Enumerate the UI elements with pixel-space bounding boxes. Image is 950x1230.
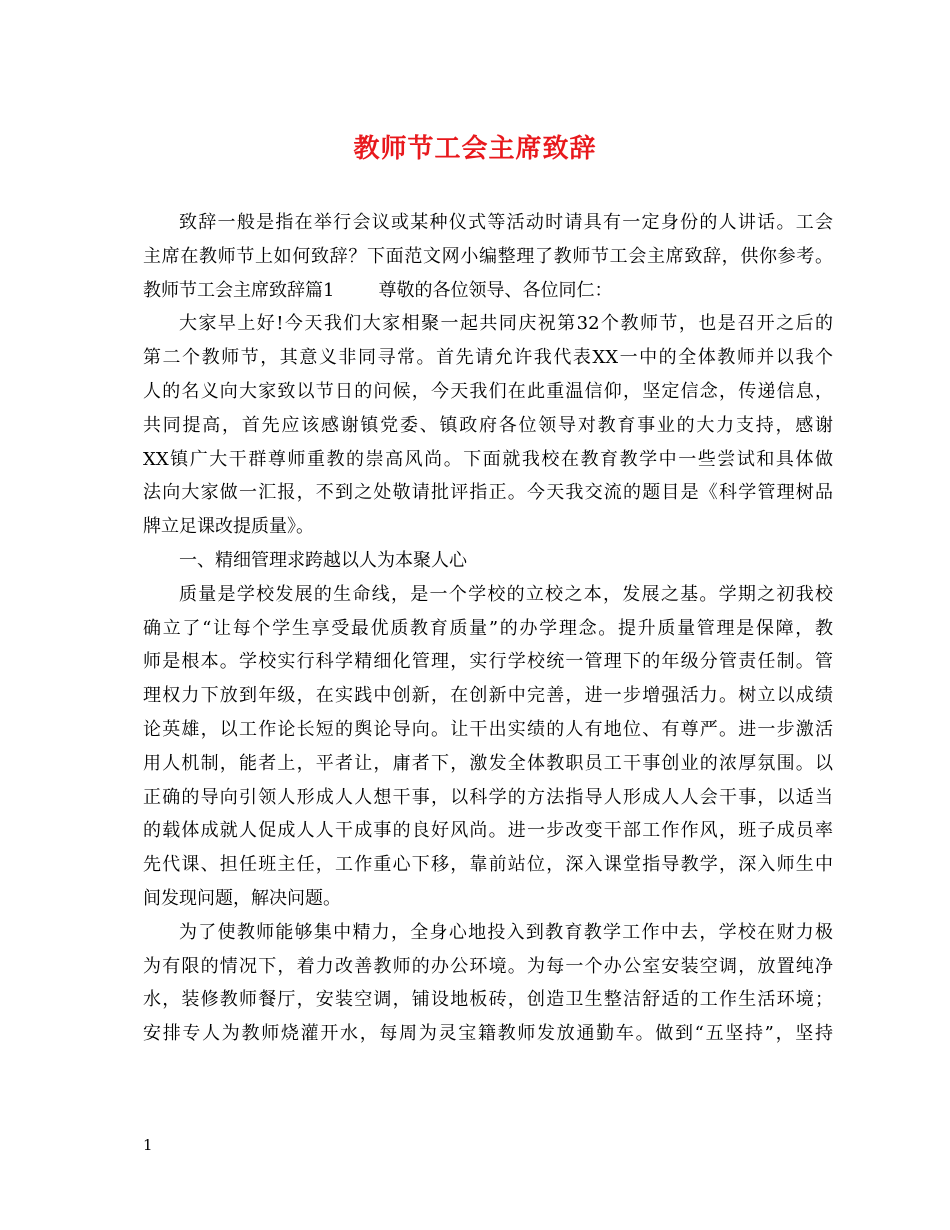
text-line: 水，装修教师餐厅，安装空调，铺设地板砖，创造卫生整洁舒适的工作生活环境； [143, 989, 833, 1011]
text-line: 的载体成就人促成人人干成事的良好风尚。进一步改变干部工作作风，班子成员率 [143, 820, 833, 842]
document-body [143, 206, 833, 1051]
text-line: XX镇广大干群尊师重教的崇高风尚。下面就我校在教育教学中一些尝试和具体做 [143, 448, 833, 470]
text-line: 牌立足课改提质量》。 [143, 516, 314, 538]
salutation: 尊敬的各位领导、各位同仁： [378, 279, 613, 301]
page-number: 1 [143, 1136, 153, 1154]
text-line: 确立了“让每个学生享受最优质教育质量”的办学理念。提升质量管理是保障，教 [143, 617, 833, 639]
text-line: 正确的导向引领人形成人人想干事，以科学的方法指导人形成人人会干事，以适当 [143, 786, 833, 808]
text-line: 为了使教师能够集中精力，全身心地投入到教育教学工作中去，学校在财力极 [179, 921, 833, 943]
text-line: 大家早上好!今天我们大家相聚一起共同庆祝第32个教师节，也是召开之后的 [179, 313, 833, 335]
text-line: 安排专人为教师烧灌开水，每周为灵宝籍教师发放通勤车。做到“五坚持”，坚持 [143, 1023, 833, 1045]
text-line [143, 274, 833, 308]
text-line: 第二个教师节，其意义非同寻常。首先请允许我代表XX一中的全体教师并以我个 [143, 347, 833, 369]
text-line: 用人机制，能者上，平者让，庸者下，激发全体教职员工干事创业的浓厚氛围。以 [143, 752, 833, 774]
section-heading: 一、精细管理求跨越以人为本聚人心 [179, 549, 467, 571]
text-line: 致辞一般是指在举行会议或某种仪式等活动时请具有一定身份的人讲话。工会 [179, 212, 833, 233]
text-line: 论英雄，以工作论长短的舆论导向。让干出实绩的人有地位、有尊严。进一步激活 [143, 718, 833, 740]
text-line: 共同提高，首先应该感谢镇党委、镇政府各位领导对教育事业的大力支持，感谢 [143, 414, 833, 436]
text-line: 人的名义向大家致以节日的问候，今天我们在此重温信仰，坚定信念，传递信息， [143, 380, 833, 402]
section-heading: 教师节工会主席致辞篇1 [143, 279, 335, 301]
text-line: 先代课、担任班主任，工作重心下移，靠前站位，深入课堂指导教学，深入师生中 [143, 854, 833, 876]
text-line: 师是根本。学校实行科学精细化管理，实行学校统一管理下的年级分管责任制。管 [143, 651, 833, 673]
text-line: 主席在教师节上如何致辞？下面范文网小编整理了教师节工会主席致辞，供你参考。 [143, 245, 833, 267]
text-line: 理权力下放到年级，在实践中创新，在创新中完善，进一步增强活力。树立以成绩 [143, 685, 833, 707]
text-line: 为有限的情况下，着力改善教师的办公环境。为每一个办公室安装空调，放置纯净 [143, 955, 833, 977]
document-title: 教师节工会主席致辞 [353, 134, 597, 164]
text-line: 质量是学校发展的生命线，是一个学校的立校之本，发展之基。学期之初我校 [179, 583, 833, 605]
text-line: 法向大家做一汇报，不到之处敬请批评指正。今天我交流的题目是《科学管理树品 [143, 482, 833, 504]
text-line: 间发现问题，解决问题。 [143, 887, 341, 909]
